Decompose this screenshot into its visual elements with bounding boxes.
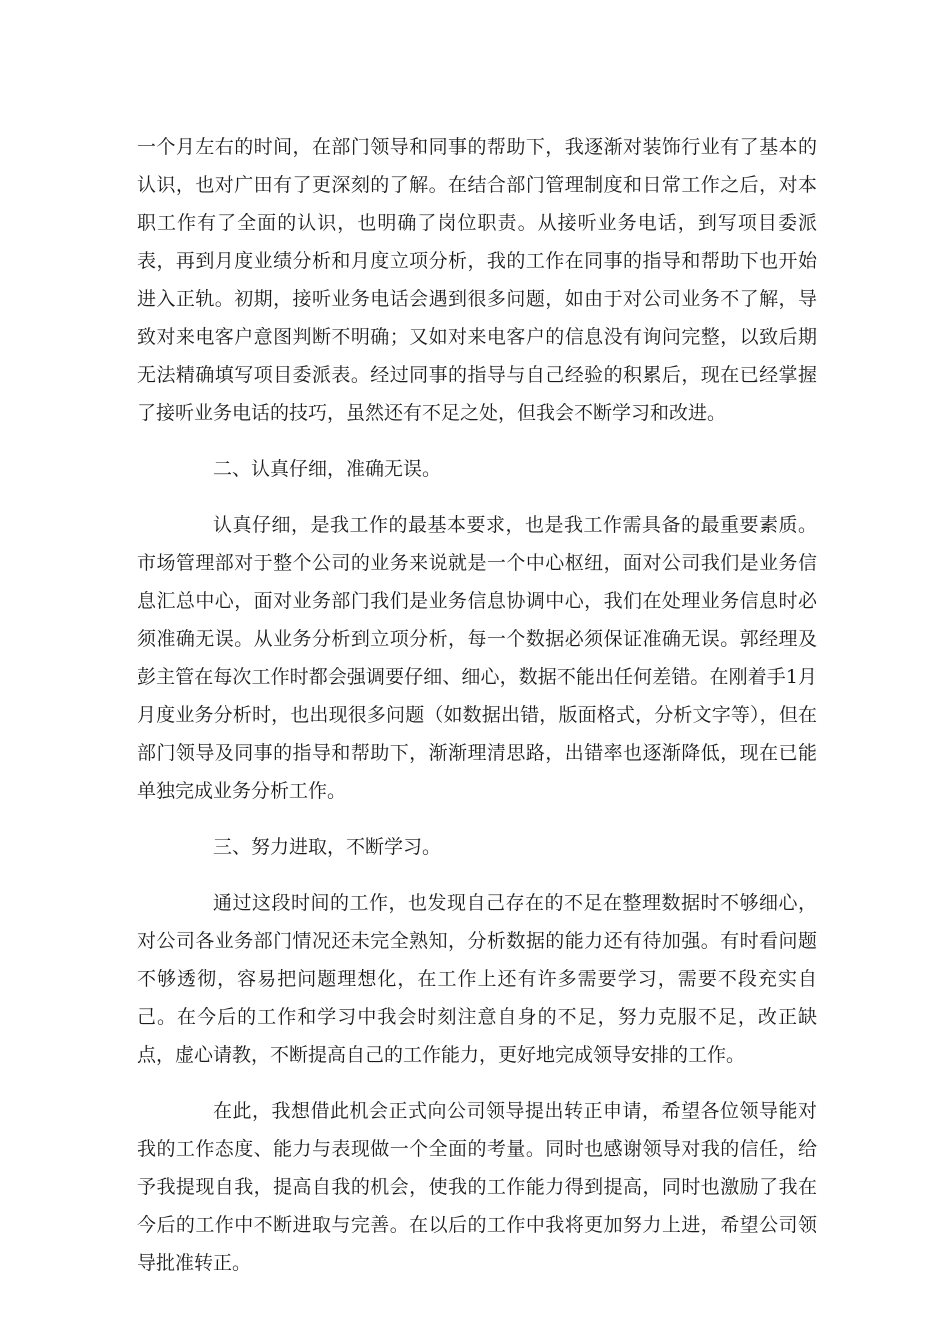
section-heading-2: 二、认真仔细，准确无误。 [213, 458, 442, 480]
paragraph-gap [137, 488, 817, 506]
paragraph-gap [137, 810, 817, 828]
document-body [137, 128, 817, 1282]
paragraph-intro: 一个月左右的时间，在部门领导和同事的帮助下，我逐渐对装饰行业有了基本的认识，也对广田有了更深刻的了解。在结合部门管理制度和日常工作之后，对本职工作有了全面的认识，也明确了岗位职责。从接听业务电话，到写项目委派表，再到月度业绩分析和月度立项分析，我的工作在同事的指导和帮助下也开始进入正轨。初期，接听业务电话会遇到很多问题，如由于对公司业务不了解，导致对来电客户意图判断不明确；又如对来电客户的信息没有询问完整，以致后期无法精确填写项目委派表。经过同事的指导与自己经验的积累后，现在已经掌握了接听业务电话的技巧，虽然还有不足之处，但我会不断学习和改进。 [137, 136, 817, 424]
paragraph-application: 在此，我想借此机会正式向公司领导提出转正申请，希望各位领导能对我的工作态度、能力与表现做一个全面的考量。同时也感谢领导对我的信任，给予我提现自我，提高自我的机会，使我的工作能力得到提高，同时也激励了我在今后的工作中不断进取与完善。在以后的工作中我将更加努力上进，希望公司领导批准转正。 [137, 1100, 817, 1274]
paragraph-learning: 通过这段时间的工作，也发现自己存在的不足在整理数据时不够细心，对公司各业务部门情况还未完全熟知，分析数据的能力还有待加强。有时看问题不够透彻，容易把问题理想化，在工作上还有许多需要学习，需要不段充实自己。在今后的工作和学习中我会时刻注意自身的不足，努力克服不足，改正缺点，虚心请教，不断提高自己的工作能力，更好地完成领导安排的工作。 [137, 892, 817, 1066]
section-heading-3: 三、努力进取，不断学习。 [213, 836, 442, 858]
paragraph-gap [137, 432, 817, 450]
paragraph-gap [137, 866, 817, 884]
paragraph-gap [137, 1074, 817, 1092]
paragraph-accuracy: 认真仔细，是我工作的最基本要求，也是我工作需具备的最重要素质。市场管理部对于整个公司的业务来说就是一个中心枢纽，面对公司我们是业务信息汇总中心，面对业务部门我们是业务信息协调中心，我们在处理业务信息时必须准确无误。从业务分析到立项分析，每一个数据必须保证准确无误。郭经理及彭主管在每次工作时都会强调要仔细、细心，数据不能出任何差错。在刚着手1月月度业务分析时，也出现很多问题（如数据出错，版面格式，分析文字等），但在部门领导及同事的指导和帮助下，渐渐理清思路，出错率也逐渐降低，现在已能单独完成业务分析工作。 [137, 514, 817, 802]
